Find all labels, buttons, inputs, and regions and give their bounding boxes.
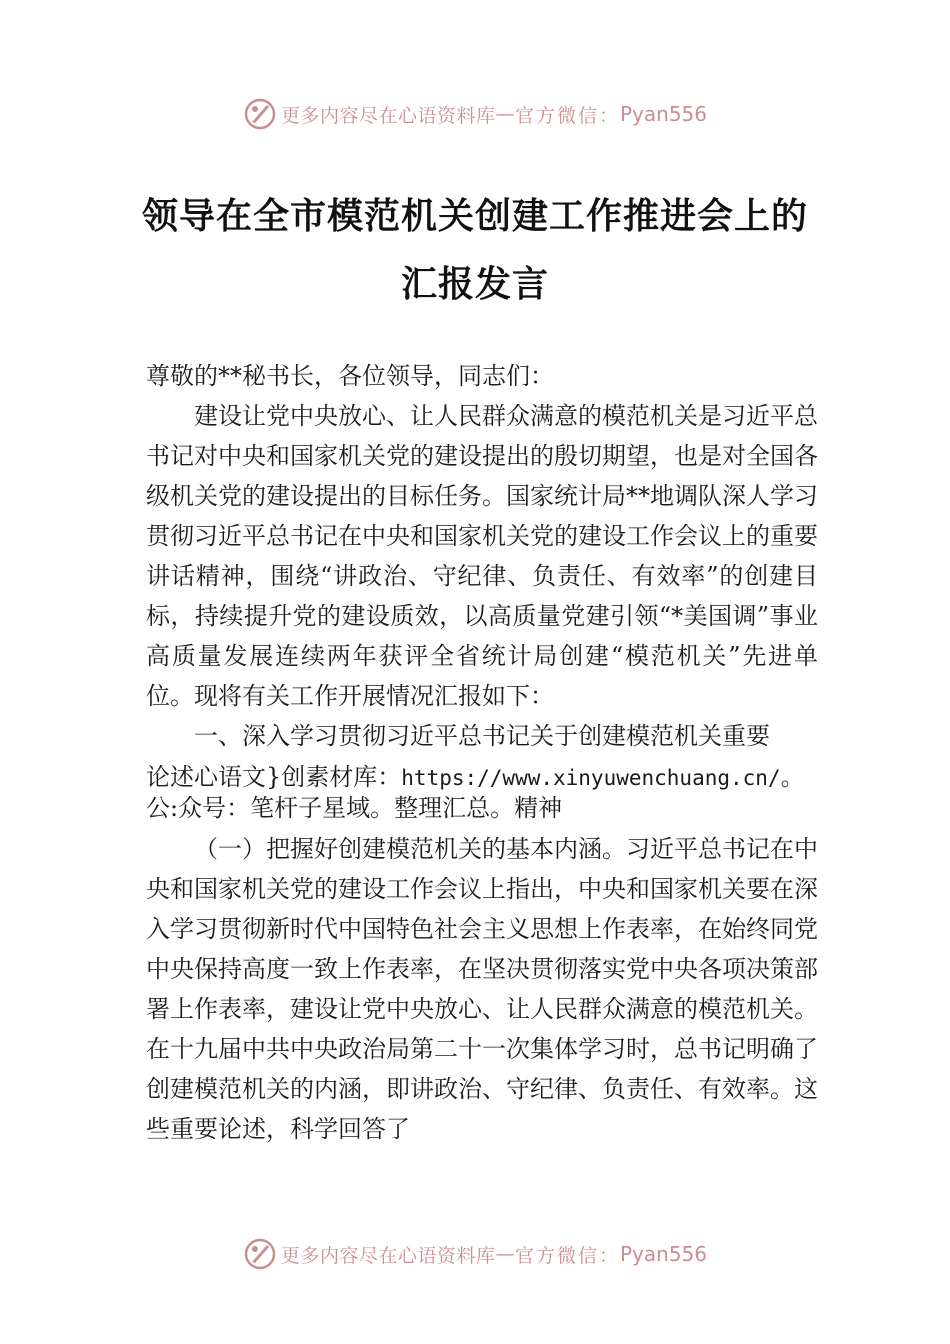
source-note-line2: 公:众号：笔杆子星域。整理汇总。精神 [146, 794, 563, 822]
watermark-wechat-label: 官方微信： [514, 104, 620, 127]
watermark-text: 更多内容尽在心语资料库 [280, 104, 496, 127]
watermark-dash: — [495, 1243, 515, 1265]
salutation: 尊敬的**秘书长，各位领导，同志们： [146, 362, 554, 390]
watermark-banner-bottom [0, 1236, 950, 1272]
paragraph-intro: 建设让党中央放心、让人民群众满意的模范机关是习近平总书记对中央和国家机关党的建设提出的殷切期望，也是对全国各级机关党的建设提出的目标任务。国家统计局**地调队深人学习贯彻习近平总书记在中央和国家机关党的建设工作会议上的重要讲话精神，围绕“讲政治、守纪律、负责任、有效率”的创建目标，持续提升党的建设质效，以高质量党建引领“*美国调”事业高质量发展连续两年获评全省统计局创建“模范机关”先进单位。现将有关工作开展情况汇报如下： [146, 402, 818, 710]
document-title-line2: 汇报发言 [400, 263, 549, 305]
quill-logo-icon [243, 97, 277, 131]
source-note-suffix: 。 [780, 763, 805, 791]
document-body [146, 356, 818, 1149]
source-note-url[interactable]: https://www.xinyuwenchuang.cn/ [401, 766, 781, 790]
watermark-dash: — [495, 103, 515, 125]
document-title-line1: 领导在全市模范机关创建工作推进会上的 [141, 195, 808, 237]
watermark-wechat-id: Pyan556 [620, 102, 708, 126]
paragraph-subsection-1: （一）把握好创建模范机关的基本内涵。习近平总书记在中央和国家机关党的建设工作会议上指出，中央和国家机关要在深入学习贯彻新时代中国特色社会主义思想上作表率，在始终同党中央保持高度一致上作表率，在坚决贯彻落实党中央各项决策部署上作表率，建设让党中央放心、让人民群众满意的模范机关。在十九届中共中央政治局第二十一次集体学习时，总书记明确了创建模范机关的内涵，即讲政治、守纪律、负责任、有效率。这些重要论述，科学回答了 [146, 835, 818, 1143]
watermark-text: 更多内容尽在心语资料库 [280, 1244, 496, 1267]
watermark-wechat-id: Pyan556 [620, 1242, 708, 1266]
inserted-source-note [146, 762, 818, 823]
source-note-prefix: 论述心语文}创素材库： [146, 763, 402, 791]
watermark-banner-top [0, 96, 950, 132]
watermark-wechat-label: 官方微信： [514, 1244, 620, 1267]
quill-logo-icon [243, 1237, 277, 1271]
section-heading-1: 一、深入学习贯彻习近平总书记关于创建模范机关重要 [194, 722, 770, 750]
